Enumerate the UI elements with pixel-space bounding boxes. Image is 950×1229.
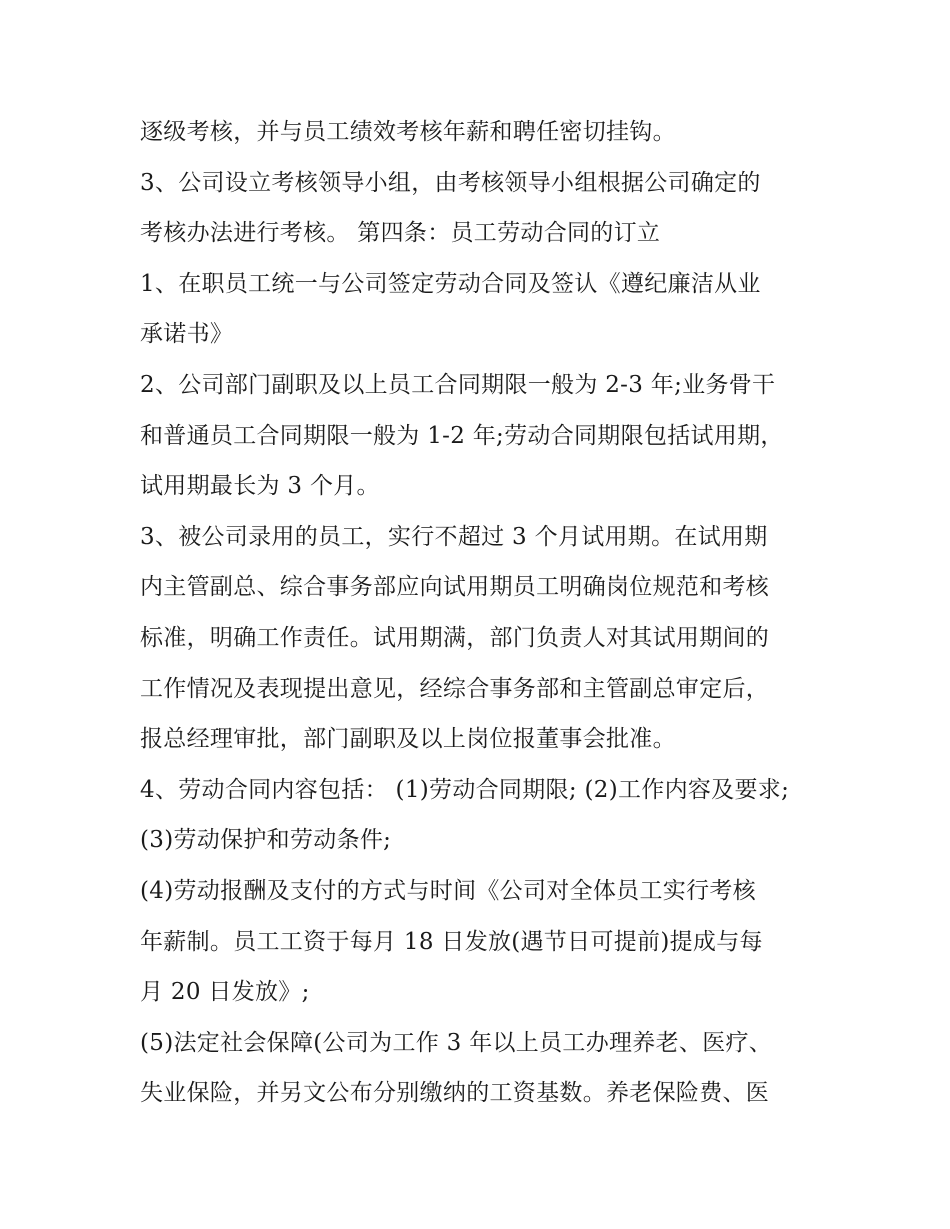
text-line: 标准，明确工作责任。试用期满，部门负责人对其试用期间的 xyxy=(140,624,770,651)
text-line: 1、在职员工统一与公司签定劳动合同及签认《遵纪廉洁从业 xyxy=(140,270,761,297)
text-line: 失业保险，并另文公布分别缴纳的工资基数。养老保险费、医 xyxy=(140,1080,770,1107)
text-line: 年薪制。员工工资于每月 18 日发放(遇节日可提前)提成与每 xyxy=(140,928,763,955)
text-line: 3、被公司录用的员工，实行不超过 3 个月试用期。在试用期 xyxy=(140,523,768,550)
text-line: 和普通员工合同期限一般为 1-2 年;劳动合同期限包括试用期， xyxy=(140,422,784,449)
text-line: 月 20 日发放》; xyxy=(140,979,310,1006)
text-line: 2、公司部门副职及以上员工合同期限一般为 2-3 年;业务骨干 xyxy=(140,371,776,398)
text-line: (4)劳动报酬及支付的方式与时间《公司对全体员工实行考核 xyxy=(140,877,756,904)
document-body xyxy=(140,107,820,1119)
text-line: 承诺书》 xyxy=(140,321,234,348)
text-line: 报总经理审批，部门副职及以上岗位报董事会批准。 xyxy=(140,726,676,753)
text-line: 工作情况及表现提出意见，经综合事务部和主管副总审定后， xyxy=(140,675,770,702)
text-line: 内主管副总、综合事务部应向试用期员工明确岗位规范和考核 xyxy=(140,574,770,601)
text-line: 4、劳动合同内容包括： (1)劳动合同期限; (2)工作内容及要求; xyxy=(140,776,790,803)
text-line: 3、公司设立考核领导小组，由考核领导小组根据公司确定的 xyxy=(140,169,761,196)
text-line: 考核办法进行考核。 第四条：员工劳动合同的订立 xyxy=(140,220,661,247)
text-line: 逐级考核，并与员工绩效考核年薪和聘任密切挂钩。 xyxy=(140,119,676,145)
text-line: (5)法定社会保障(公司为工作 3 年以上员工办理养老、医疗、 xyxy=(140,1029,773,1056)
text-line: 试用期最长为 3 个月。 xyxy=(140,473,380,500)
text-line: (3)劳动保护和劳动条件; xyxy=(140,827,392,854)
